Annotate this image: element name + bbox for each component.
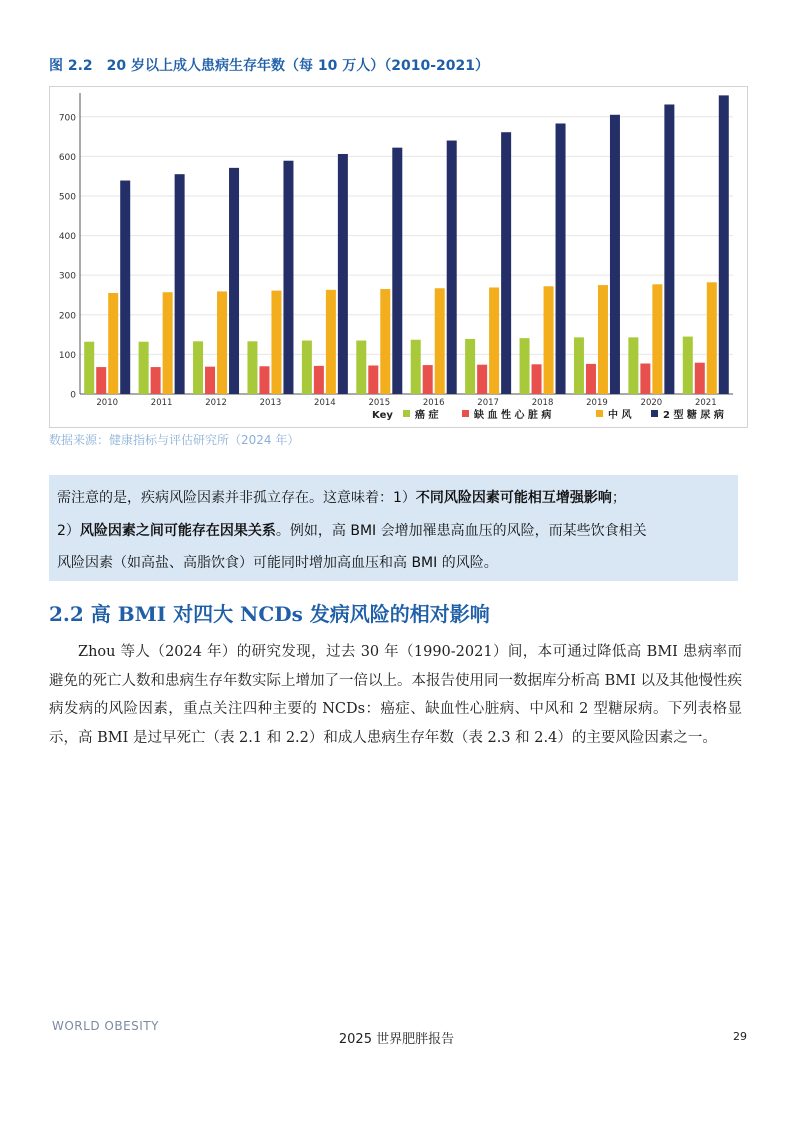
bar-4-2020 bbox=[664, 104, 674, 394]
page-number: 29 bbox=[733, 1030, 747, 1043]
bar-2-2012 bbox=[205, 367, 215, 394]
x-tick-label: 2018 bbox=[531, 398, 554, 408]
y-tick-label: 500 bbox=[58, 192, 76, 203]
world-obesity-logo: WORLD OBESITY bbox=[52, 1019, 159, 1033]
callout-text: 需注意的是，疾病风险因素并非孤立存在。这意味着：1） bbox=[57, 490, 416, 506]
legend-swatch-2 bbox=[462, 410, 469, 417]
x-tick-label: 2021 bbox=[694, 398, 717, 408]
callout-text: ； bbox=[611, 490, 626, 506]
legend-swatch-4 bbox=[651, 410, 658, 417]
bar-3-2019 bbox=[598, 285, 608, 394]
bar-4-2010 bbox=[120, 181, 130, 394]
bar-4-2014 bbox=[338, 154, 348, 394]
legend-label-3: 中 风 bbox=[608, 410, 632, 421]
bar-1-2018 bbox=[520, 338, 530, 394]
bar-3-2020 bbox=[652, 284, 662, 394]
x-tick-label: 2020 bbox=[640, 398, 663, 408]
bar-1-2015 bbox=[356, 341, 366, 394]
bar-1-2013 bbox=[247, 341, 257, 394]
y-tick-label: 700 bbox=[58, 113, 76, 124]
bar-1-2017 bbox=[465, 339, 475, 394]
bar-2-2017 bbox=[477, 365, 487, 394]
bar-1-2010 bbox=[84, 342, 94, 394]
bar-chart bbox=[49, 86, 748, 428]
x-tick-label: 2011 bbox=[150, 398, 173, 408]
x-tick-label: 2010 bbox=[96, 398, 119, 408]
bar-1-2020 bbox=[628, 337, 638, 394]
bar-1-2021 bbox=[683, 337, 693, 394]
bar-4-2013 bbox=[283, 161, 293, 394]
y-tick-label: 200 bbox=[58, 311, 76, 322]
x-tick-label: 2012 bbox=[205, 398, 227, 408]
bar-3-2016 bbox=[435, 288, 445, 394]
chart-svg bbox=[50, 87, 747, 427]
bar-2-2011 bbox=[151, 367, 161, 394]
figure-source: 数据来源：健康指标与评估研究所（2024 年） bbox=[49, 433, 300, 447]
bar-2-2016 bbox=[423, 365, 433, 394]
bar-2-2019 bbox=[586, 364, 596, 394]
x-tick-label: 2017 bbox=[477, 398, 499, 408]
bar-2-2013 bbox=[259, 366, 269, 394]
bar-2-2010 bbox=[96, 367, 106, 394]
callout-line-1 bbox=[57, 487, 626, 507]
x-tick-label: 2014 bbox=[314, 398, 336, 408]
callout-box bbox=[49, 475, 738, 581]
y-tick-label: 0 bbox=[70, 390, 76, 401]
callout-emphasis: 不同风险因素可能相互增强影响 bbox=[415, 490, 612, 506]
section-heading: 2.2 高 BMI 对四大 NCDs 发病风险的相对影响 bbox=[49, 602, 490, 626]
bar-3-2013 bbox=[271, 291, 281, 394]
bar-4-2018 bbox=[556, 123, 566, 394]
bar-2-2021 bbox=[695, 363, 705, 394]
legend-label-1: 癌 症 bbox=[415, 410, 439, 421]
footer-title: 2025 世界肥胖报告 bbox=[338, 1032, 455, 1047]
bar-3-2021 bbox=[707, 282, 717, 394]
bar-4-2017 bbox=[501, 132, 511, 394]
bar-1-2014 bbox=[302, 341, 312, 394]
callout-line-2 bbox=[57, 520, 647, 540]
x-tick-label: 2013 bbox=[259, 398, 282, 408]
y-tick-label: 600 bbox=[58, 152, 76, 163]
bar-4-2015 bbox=[392, 148, 402, 394]
y-tick-label: 400 bbox=[58, 232, 76, 243]
body-paragraph-text: Zhou 等人（2024 年）的研究发现，过去 30 年（1990-2021）间，本可通过降低高 BMI 患病率而避免的死亡人数和患病生存年数实际上增加了一倍以上。本报告使用同一数据库分析高 BMI 以及其他慢性疾病发病的风险因素，重点关注四种主要的 NCDs：癌症、缺血性心脏病、中风和 2 型糖尿病。下列表格显示，高 BMI 是过早死亡（表 2.1 和 2.2）和成人患病生存年数（表 2.3 和 2.4）的主要风险因素之一。 bbox=[49, 644, 742, 746]
legend-swatch-3 bbox=[596, 410, 603, 417]
bar-3-2011 bbox=[163, 292, 173, 394]
bar-2-2014 bbox=[314, 366, 324, 394]
bar-4-2016 bbox=[447, 141, 457, 394]
callout-emphasis: 风险因素之间可能存在因果关系 bbox=[79, 523, 276, 539]
bar-1-2011 bbox=[139, 342, 149, 394]
bar-4-2012 bbox=[229, 168, 239, 394]
bar-1-2019 bbox=[574, 337, 584, 394]
bar-4-2011 bbox=[175, 174, 185, 394]
callout-text: 。例如，高 BMI 会增加罹患高血压的风险，而某些饮食相关 bbox=[275, 523, 647, 539]
callout-text: 2） bbox=[57, 523, 80, 539]
x-tick-label: 2016 bbox=[422, 398, 445, 408]
bar-3-2012 bbox=[217, 291, 227, 394]
legend-swatch-1 bbox=[403, 410, 410, 417]
bar-1-2016 bbox=[411, 340, 421, 394]
bar-2-2018 bbox=[532, 364, 542, 394]
body-paragraph bbox=[49, 638, 742, 752]
bar-3-2014 bbox=[326, 290, 336, 394]
legend-label-2: 缺 血 性 心 脏 病 bbox=[474, 410, 552, 421]
x-tick-label: 2015 bbox=[368, 398, 391, 408]
bar-3-2018 bbox=[544, 286, 554, 394]
bar-3-2010 bbox=[108, 293, 118, 394]
x-tick-label: 2019 bbox=[586, 398, 608, 408]
bar-4-2019 bbox=[610, 115, 620, 394]
bar-3-2017 bbox=[489, 287, 499, 394]
bar-3-2015 bbox=[380, 289, 390, 394]
bar-2-2020 bbox=[640, 364, 650, 394]
callout-line-3: 风险因素（如高盐、高脂饮食）可能同时增加高血压和高 BMI 的风险。 bbox=[57, 555, 498, 571]
figure-title: 图 2.2 20 岁以上成人患病生存年数（每 10 万人）（2010-2021） bbox=[49, 58, 490, 74]
y-tick-label: 100 bbox=[58, 350, 76, 361]
bar-1-2012 bbox=[193, 341, 203, 394]
legend-key: Key bbox=[372, 410, 393, 421]
bar-4-2021 bbox=[719, 95, 729, 394]
legend-label-4: 2 型 糖 尿 病 bbox=[663, 410, 724, 421]
bar-2-2015 bbox=[368, 365, 378, 394]
y-tick-label: 300 bbox=[58, 271, 76, 282]
